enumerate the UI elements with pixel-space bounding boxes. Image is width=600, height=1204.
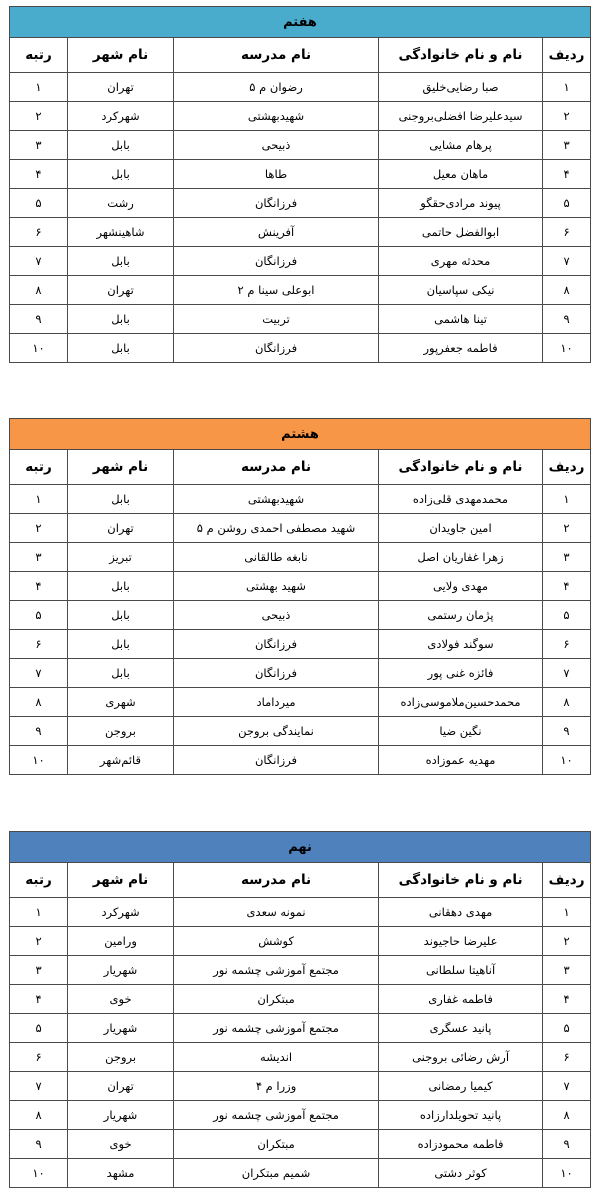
- cell-school: شمیم مبتکران: [174, 1159, 379, 1188]
- table-row: [10, 485, 591, 514]
- grade-9-section: [9, 831, 590, 1188]
- cell-rank: ۴: [10, 985, 68, 1014]
- cell-city: شهرکرد: [68, 898, 174, 927]
- cell-index: ۹: [543, 717, 591, 746]
- cell-index: ۱: [543, 485, 591, 514]
- table-row: [10, 247, 591, 276]
- cell-name: ماهان معیل: [379, 160, 543, 189]
- table-row: [10, 898, 591, 927]
- cell-city: مشهد: [68, 1159, 174, 1188]
- table-row: [10, 1159, 591, 1188]
- table-row: [10, 102, 591, 131]
- cell-index: ۴: [543, 160, 591, 189]
- cell-rank: ۸: [10, 276, 68, 305]
- cell-name: پانید تحویلدارزاده: [379, 1101, 543, 1130]
- cell-index: ۱۰: [543, 334, 591, 363]
- header-name: نام و نام خانوادگی: [379, 38, 543, 73]
- table-row: [10, 1043, 591, 1072]
- header-school: نام مدرسه: [174, 38, 379, 73]
- cell-name: پرهام مشایی: [379, 131, 543, 160]
- cell-name: سوگند فولادی: [379, 630, 543, 659]
- table-row: [10, 1101, 591, 1130]
- cell-city: خوی: [68, 985, 174, 1014]
- header-name: نام و نام خانوادگی: [379, 863, 543, 898]
- cell-school: کوشش: [174, 927, 379, 956]
- header-school: نام مدرسه: [174, 863, 379, 898]
- cell-city: بابل: [68, 305, 174, 334]
- cell-rank: ۷: [10, 1072, 68, 1101]
- cell-city: بابل: [68, 572, 174, 601]
- cell-name: فائزه غنی پور: [379, 659, 543, 688]
- cell-school: شهیدبهشتی: [174, 485, 379, 514]
- cell-name: کوثر دشتی: [379, 1159, 543, 1188]
- cell-index: ۶: [543, 1043, 591, 1072]
- cell-city: بابل: [68, 659, 174, 688]
- cell-index: ۹: [543, 305, 591, 334]
- cell-index: ۱۰: [543, 746, 591, 775]
- cell-name: زهرا غفاریان اصل: [379, 543, 543, 572]
- cell-name: مهدیه عموزاده: [379, 746, 543, 775]
- cell-city: تهران: [68, 73, 174, 102]
- cell-city: بروجن: [68, 717, 174, 746]
- cell-rank: ۷: [10, 659, 68, 688]
- cell-school: فرزانگان: [174, 659, 379, 688]
- table-row: [10, 1130, 591, 1159]
- cell-school: نمونه سعدی: [174, 898, 379, 927]
- cell-rank: ۸: [10, 1101, 68, 1130]
- cell-city: شهریار: [68, 1014, 174, 1043]
- cell-rank: ۶: [10, 218, 68, 247]
- cell-index: ۸: [543, 276, 591, 305]
- cell-school: میرداماد: [174, 688, 379, 717]
- table-row: [10, 985, 591, 1014]
- cell-index: ۹: [543, 1130, 591, 1159]
- table-row: [10, 630, 591, 659]
- grade-8-section: [9, 418, 590, 775]
- cell-index: ۳: [543, 131, 591, 160]
- cell-rank: ۱۰: [10, 334, 68, 363]
- cell-school: نابغه طالقانی: [174, 543, 379, 572]
- header-index: ردیف: [543, 38, 591, 73]
- table-row: [10, 572, 591, 601]
- cell-name: آرش رضائی بروجنی: [379, 1043, 543, 1072]
- cell-name: تینا هاشمی: [379, 305, 543, 334]
- cell-index: ۸: [543, 1101, 591, 1130]
- table-row: [10, 189, 591, 218]
- cell-city: تبریز: [68, 543, 174, 572]
- cell-rank: ۲: [10, 102, 68, 131]
- cell-rank: ۱۰: [10, 746, 68, 775]
- cell-name: فاطمه غفاری: [379, 985, 543, 1014]
- cell-name: آناهیتا سلطانی: [379, 956, 543, 985]
- header-rank: رتبه: [10, 450, 68, 485]
- cell-school: فرزانگان: [174, 746, 379, 775]
- cell-city: تهران: [68, 514, 174, 543]
- cell-school: ذبیحی: [174, 131, 379, 160]
- cell-index: ۲: [543, 102, 591, 131]
- cell-name: مهدی ولایی: [379, 572, 543, 601]
- cell-index: ۲: [543, 927, 591, 956]
- cell-school: نمایندگی بروجن: [174, 717, 379, 746]
- cell-school: مجتمع آموزشی چشمه نور: [174, 1014, 379, 1043]
- cell-rank: ۱: [10, 898, 68, 927]
- cell-school: وزرا م ۴: [174, 1072, 379, 1101]
- table-row: [10, 131, 591, 160]
- cell-name: علیرضا حاجیوند: [379, 927, 543, 956]
- cell-rank: ۶: [10, 630, 68, 659]
- cell-school: اندیشه: [174, 1043, 379, 1072]
- cell-school: طاها: [174, 160, 379, 189]
- table-row: [10, 218, 591, 247]
- table-row: [10, 717, 591, 746]
- cell-school: فرزانگان: [174, 630, 379, 659]
- cell-rank: ۶: [10, 1043, 68, 1072]
- cell-city: بروجن: [68, 1043, 174, 1072]
- cell-city: شهرکرد: [68, 102, 174, 131]
- cell-school: مبتکران: [174, 1130, 379, 1159]
- table-row: [10, 927, 591, 956]
- cell-index: ۴: [543, 985, 591, 1014]
- cell-index: ۲: [543, 514, 591, 543]
- header-rank: رتبه: [10, 863, 68, 898]
- cell-school: تربیت: [174, 305, 379, 334]
- table-row: [10, 659, 591, 688]
- table-row: [10, 601, 591, 630]
- cell-name: نگین ضیا: [379, 717, 543, 746]
- table-row: [10, 73, 591, 102]
- cell-index: ۷: [543, 1072, 591, 1101]
- cell-rank: ۱۰: [10, 1159, 68, 1188]
- cell-rank: ۴: [10, 160, 68, 189]
- cell-name: مهدی دهقانی: [379, 898, 543, 927]
- header-index: ردیف: [543, 450, 591, 485]
- cell-school: مجتمع آموزشی چشمه نور: [174, 1101, 379, 1130]
- cell-city: بابل: [68, 131, 174, 160]
- cell-index: ۵: [543, 189, 591, 218]
- cell-name: پانید عسگری: [379, 1014, 543, 1043]
- cell-rank: ۵: [10, 601, 68, 630]
- cell-city: قائم‌شهر: [68, 746, 174, 775]
- cell-index: ۵: [543, 1014, 591, 1043]
- cell-city: شهریار: [68, 1101, 174, 1130]
- cell-city: رشت: [68, 189, 174, 218]
- cell-rank: ۸: [10, 688, 68, 717]
- cell-name: محمدحسین‌ملاموسی‌زاده: [379, 688, 543, 717]
- cell-rank: ۱: [10, 485, 68, 514]
- cell-city: شهری: [68, 688, 174, 717]
- cell-rank: ۷: [10, 247, 68, 276]
- cell-school: شهید مصطفی احمدی روشن م ۵: [174, 514, 379, 543]
- cell-name: ابوالفضل حاتمی: [379, 218, 543, 247]
- cell-school: فرزانگان: [174, 247, 379, 276]
- header-city: نام شهر: [68, 38, 174, 73]
- table-row: [10, 543, 591, 572]
- cell-city: تهران: [68, 276, 174, 305]
- cell-name: سیدعلیرضا افضلی‌بروجنی: [379, 102, 543, 131]
- table-row: [10, 305, 591, 334]
- table-row: [10, 688, 591, 717]
- cell-name: محمدمهدی قلی‌زاده: [379, 485, 543, 514]
- cell-name: نیکی سپاسیان: [379, 276, 543, 305]
- cell-rank: ۵: [10, 1014, 68, 1043]
- table-row: [10, 746, 591, 775]
- cell-index: ۷: [543, 247, 591, 276]
- cell-index: ۵: [543, 601, 591, 630]
- header-rank: رتبه: [10, 38, 68, 73]
- table-row: [10, 1072, 591, 1101]
- table-row: [10, 956, 591, 985]
- cell-index: ۱: [543, 73, 591, 102]
- cell-city: بابل: [68, 485, 174, 514]
- cell-school: ذبیحی: [174, 601, 379, 630]
- cell-rank: ۹: [10, 717, 68, 746]
- grade-title: نهم: [10, 832, 591, 863]
- cell-name: فاطمه جعفرپور: [379, 334, 543, 363]
- header-city: نام شهر: [68, 863, 174, 898]
- cell-city: بابل: [68, 160, 174, 189]
- cell-school: ابوعلی سینا م ۲: [174, 276, 379, 305]
- cell-city: شهریار: [68, 956, 174, 985]
- grade-title: هفتم: [10, 7, 591, 38]
- cell-school: فرزانگان: [174, 334, 379, 363]
- cell-name: پیوند مرادی‌حقگو: [379, 189, 543, 218]
- header-index: ردیف: [543, 863, 591, 898]
- cell-city: خوی: [68, 1130, 174, 1159]
- header-city: نام شهر: [68, 450, 174, 485]
- cell-school: رضوان م ۵: [174, 73, 379, 102]
- cell-name: امین جاویدان: [379, 514, 543, 543]
- table-row: [10, 514, 591, 543]
- header-school: نام مدرسه: [174, 450, 379, 485]
- cell-index: ۸: [543, 688, 591, 717]
- cell-school: فرزانگان: [174, 189, 379, 218]
- grade-title: هشتم: [10, 419, 591, 450]
- cell-rank: ۵: [10, 189, 68, 218]
- cell-rank: ۳: [10, 956, 68, 985]
- cell-name: محدثه مهری: [379, 247, 543, 276]
- cell-rank: ۹: [10, 305, 68, 334]
- grade-7-section: [9, 6, 590, 363]
- cell-index: ۶: [543, 218, 591, 247]
- cell-name: پژمان رستمی: [379, 601, 543, 630]
- cell-name: کیمیا رمضانی: [379, 1072, 543, 1101]
- cell-city: بابل: [68, 630, 174, 659]
- table-row: [10, 276, 591, 305]
- cell-school: شهید بهشتی: [174, 572, 379, 601]
- grade-9-table: [9, 831, 591, 1188]
- cell-index: ۱: [543, 898, 591, 927]
- cell-index: ۷: [543, 659, 591, 688]
- cell-rank: ۹: [10, 1130, 68, 1159]
- cell-index: ۴: [543, 572, 591, 601]
- table-row: [10, 334, 591, 363]
- table-row: [10, 1014, 591, 1043]
- grade-8-table: [9, 418, 591, 775]
- cell-rank: ۱: [10, 73, 68, 102]
- cell-rank: ۴: [10, 572, 68, 601]
- cell-city: شاهینشهر: [68, 218, 174, 247]
- cell-name: فاطمه محمودزاده: [379, 1130, 543, 1159]
- cell-city: بابل: [68, 334, 174, 363]
- cell-school: آفرینش: [174, 218, 379, 247]
- cell-rank: ۳: [10, 543, 68, 572]
- header-name: نام و نام خانوادگی: [379, 450, 543, 485]
- cell-city: ورامین: [68, 927, 174, 956]
- table-row: [10, 160, 591, 189]
- cell-school: شهیدبهشتی: [174, 102, 379, 131]
- cell-name: صبا رضایی‌خلیق: [379, 73, 543, 102]
- cell-city: بابل: [68, 601, 174, 630]
- cell-index: ۳: [543, 543, 591, 572]
- cell-rank: ۲: [10, 927, 68, 956]
- cell-rank: ۳: [10, 131, 68, 160]
- cell-index: ۳: [543, 956, 591, 985]
- cell-index: ۶: [543, 630, 591, 659]
- cell-city: بابل: [68, 247, 174, 276]
- grade-7-table: [9, 6, 591, 363]
- cell-school: مبتکران: [174, 985, 379, 1014]
- cell-index: ۱۰: [543, 1159, 591, 1188]
- cell-rank: ۲: [10, 514, 68, 543]
- cell-school: مجتمع آموزشی چشمه نور: [174, 956, 379, 985]
- cell-city: تهران: [68, 1072, 174, 1101]
